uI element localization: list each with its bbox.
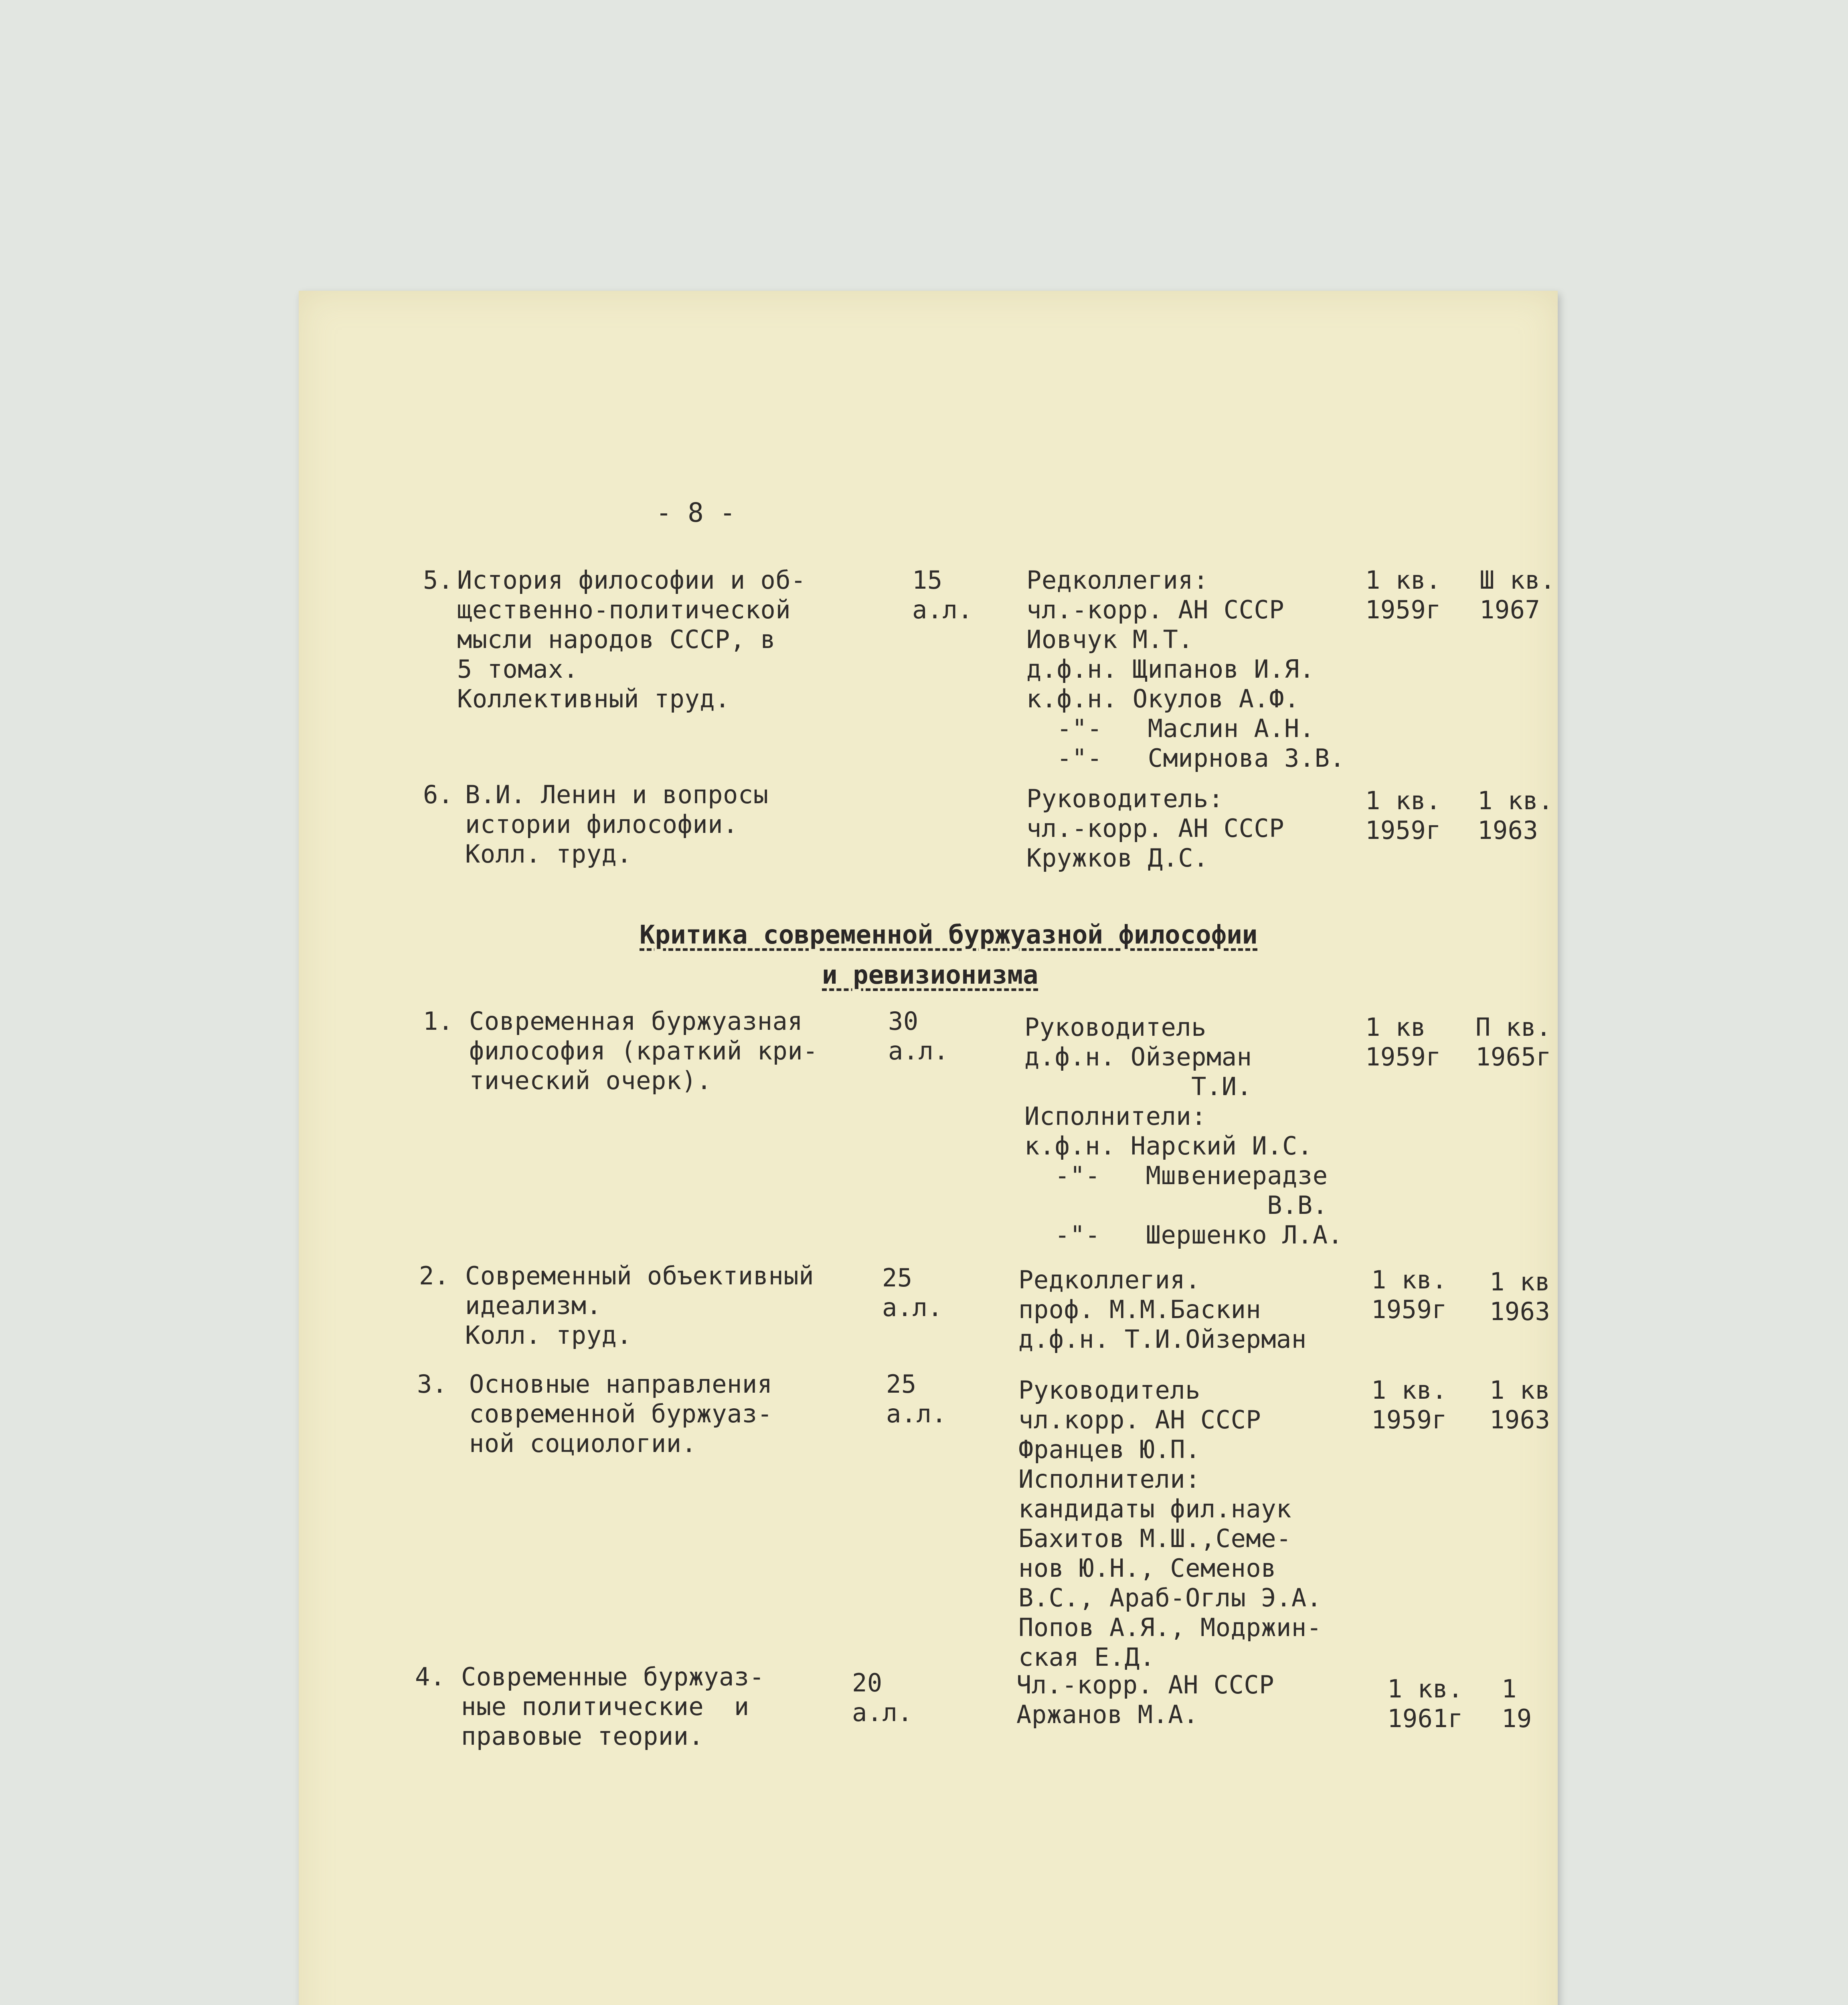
item-people: Руководитель чл.корр. АН СССР Францев Ю.П. Исполнители: кандидаты фил.наук Бахитов М.Ш.,Семе- нов Ю.Н., Семенов В.С., Араб-Оглы Э.А. Попов А.Я., Модржин- ская Е.Д.: [1018, 1375, 1322, 1672]
item-end: 1 кв. 1963: [1478, 786, 1554, 845]
item-end: 1 кв 1963: [1490, 1375, 1550, 1434]
section-heading: Критика современной буржуазной философии: [640, 920, 1258, 950]
item-volume: 20 а.л.: [852, 1668, 913, 1727]
item-title: Современные буржуаз- ные политические и правовые теории.: [461, 1662, 765, 1751]
section-heading: и ревизионизма: [822, 960, 1038, 990]
item-start: 1 кв. 1959г: [1365, 786, 1441, 845]
item-title: Современный объективный идеализм. Колл. труд.: [465, 1261, 814, 1350]
item-end: 1 кв 1963: [1490, 1267, 1550, 1326]
item-start: 1 кв. 1961г: [1387, 1674, 1463, 1733]
item-people: Руководитель д.ф.н. Ойзерман Т.И. Исполнители: к.ф.н. Нарский И.С. -"- Мшвениерадзе В.В. -"- Шершенко Л.А.: [1024, 1013, 1343, 1250]
item-start: 1 кв 1959г: [1365, 1013, 1441, 1071]
item-end: 1 19: [1502, 1674, 1532, 1733]
item-start: 1 кв. 1959г: [1371, 1265, 1447, 1324]
item-title: Основные направления современной буржуаз- ной социологии.: [469, 1369, 773, 1458]
item-number: 3.: [417, 1369, 447, 1399]
item-number: 2.: [419, 1261, 449, 1290]
item-people: Редколлегия. проф. М.М.Баскин д.ф.н. Т.И.Ойзерман: [1018, 1265, 1307, 1354]
item-end: Ш кв. 1967: [1480, 565, 1556, 624]
item-title: Современная буржуазная философия (краткий кри- тический очерк).: [469, 1007, 818, 1095]
item-end: П кв. 1965г: [1476, 1013, 1552, 1071]
item-people: Редколлегия: чл.-корр. АН СССР Иовчук М.Т. д.ф.н. Щипанов И.Я. к.ф.н. Окулов А.Ф. -"- Маслин А.Н. -"- Смирнова З.В.: [1026, 565, 1345, 773]
item-start: 1 кв. 1959г: [1365, 565, 1441, 624]
item-start: 1 кв. 1959г: [1371, 1375, 1447, 1434]
item-people: Чл.-корр. АН СССР Аржанов М.А.: [1016, 1670, 1275, 1729]
item-volume: 25 а.л.: [882, 1263, 943, 1322]
item-number: 5.: [423, 565, 453, 595]
item-volume: 15 а.л.: [912, 565, 973, 624]
item-title: В.И. Ленин и вопросы истории философии. Колл. труд.: [465, 780, 769, 869]
item-title: История философии и об- щественно-политической мысли народов СССР, в 5 томах. Коллективный труд.: [457, 565, 806, 713]
item-number: 4.: [415, 1662, 445, 1691]
item-people: Руководитель: чл.-корр. АН СССР Кружков Д.С.: [1026, 784, 1285, 873]
page-number: - 8 -: [656, 497, 736, 528]
item-volume: 25 а.л.: [886, 1369, 947, 1428]
item-number: 1.: [423, 1007, 453, 1036]
item-number: 6.: [423, 780, 453, 809]
item-volume: 30 а.л.: [888, 1007, 949, 1065]
